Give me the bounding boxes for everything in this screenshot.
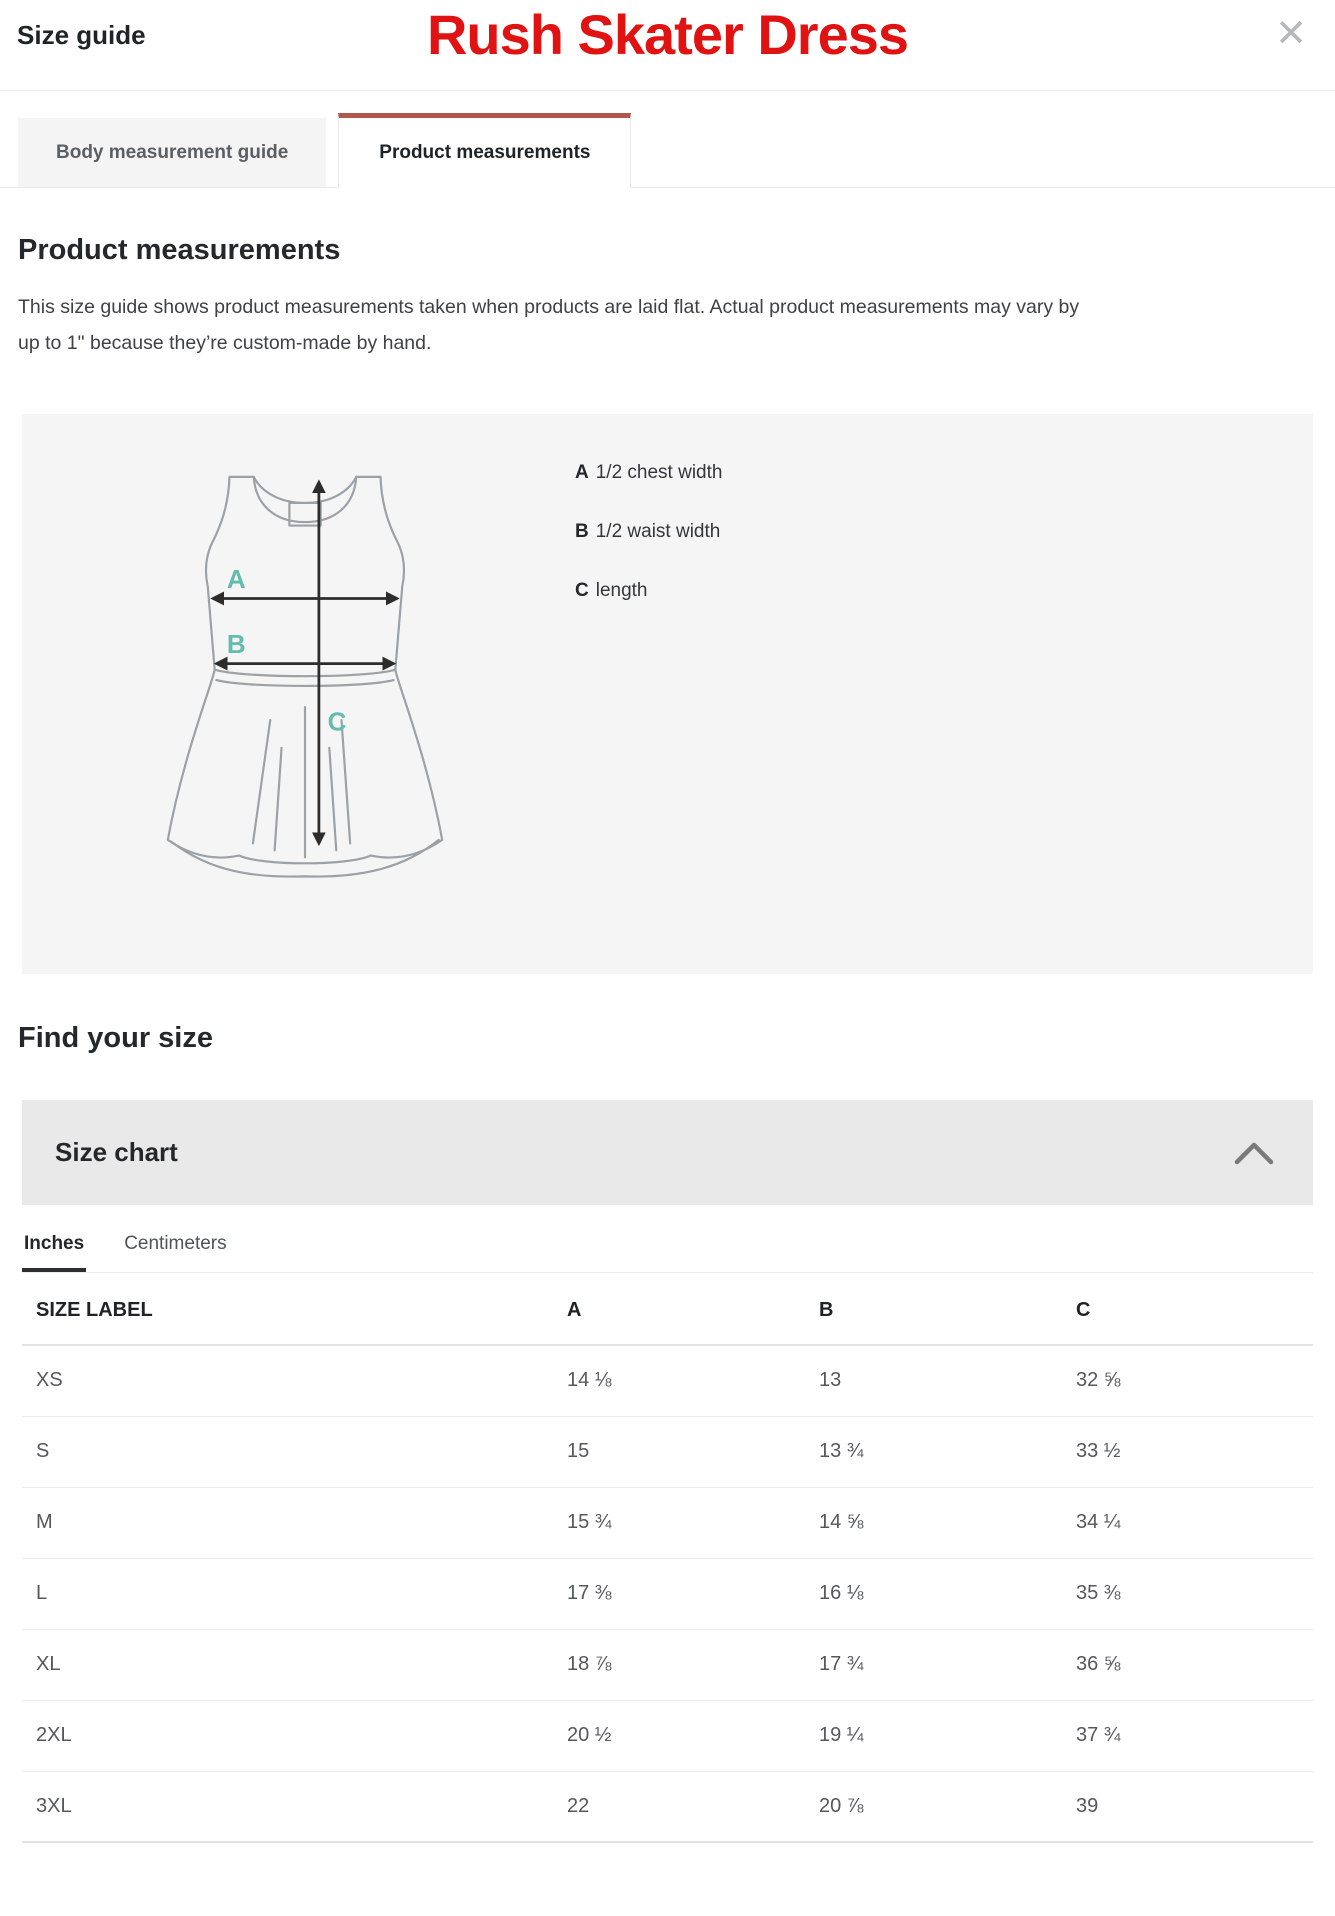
legend-key: B xyxy=(575,521,589,542)
dress-diagram xyxy=(140,440,470,948)
diagram-label-a: A xyxy=(226,564,246,595)
measurement-cell-c: 36 ⅝ xyxy=(1076,1629,1313,1700)
measurement-cell-c: 35 ⅜ xyxy=(1076,1558,1313,1629)
unit-tab-bar xyxy=(22,1205,1313,1273)
size-label-cell: XL xyxy=(22,1629,567,1700)
tab-body-measurement-guide[interactable]: Body measurement guide xyxy=(18,118,326,187)
chevron-up-icon xyxy=(1231,1138,1277,1168)
legend-item-c xyxy=(575,580,722,602)
modal-header xyxy=(0,0,1335,91)
table-row xyxy=(22,1416,1313,1487)
col-header-a: A xyxy=(567,1273,819,1345)
measurement-cell-a: 14 ⅛ xyxy=(567,1345,819,1416)
col-header-size-label: SIZE LABEL xyxy=(22,1273,567,1345)
measurement-cell-c: 34 ¼ xyxy=(1076,1487,1313,1558)
measurement-cell-c: 33 ½ xyxy=(1076,1416,1313,1487)
tab-bar xyxy=(0,113,1335,188)
col-header-b: B xyxy=(819,1273,1076,1345)
measurement-cell-a: 15 ¾ xyxy=(567,1487,819,1558)
table-row xyxy=(22,1558,1313,1629)
diagram-legend xyxy=(575,462,722,639)
table-row xyxy=(22,1700,1313,1771)
measurement-cell-a: 22 xyxy=(567,1771,819,1842)
legend-label: 1/2 chest width xyxy=(595,462,723,483)
tab-product-measurements[interactable]: Product measurements xyxy=(338,113,631,188)
measurement-cell-a: 20 ½ xyxy=(567,1700,819,1771)
measurement-cell-b: 20 ⅞ xyxy=(819,1771,1076,1842)
size-chart-accordion-header[interactable] xyxy=(22,1100,1313,1205)
size-label-cell: L xyxy=(22,1558,567,1629)
size-label-cell: M xyxy=(22,1487,567,1558)
section-description: This size guide shows product measurements taken when products are laid flat. Actual product measurements may vary by up to 1" because they’re custom-made by hand. xyxy=(18,296,1080,354)
size-table-body xyxy=(22,1345,1313,1842)
size-chart-title: Size chart xyxy=(55,1137,178,1167)
modal-title: Size guide xyxy=(17,20,146,50)
measurement-diagram-panel xyxy=(22,414,1313,974)
measurement-cell-a: 15 xyxy=(567,1416,819,1487)
diagram-label-b: B xyxy=(226,629,246,660)
table-row xyxy=(22,1487,1313,1558)
find-your-size-heading: Find your size xyxy=(18,1022,213,1054)
legend-item-a xyxy=(575,462,722,484)
size-label-cell: 2XL xyxy=(22,1700,567,1771)
measurement-cell-b: 14 ⅝ xyxy=(819,1487,1076,1558)
legend-label: length xyxy=(595,580,648,601)
measurement-cell-b: 19 ¼ xyxy=(819,1700,1076,1771)
table-row xyxy=(22,1629,1313,1700)
size-label-cell: XS xyxy=(22,1345,567,1416)
unit-tab-inches[interactable]: Inches xyxy=(22,1233,86,1272)
size-table xyxy=(22,1273,1313,1843)
measurement-cell-c: 39 xyxy=(1076,1771,1313,1842)
table-row xyxy=(22,1345,1313,1416)
legend-item-b xyxy=(575,521,722,543)
measurement-cell-b: 13 ¾ xyxy=(819,1416,1076,1487)
diagram-label-c: C xyxy=(327,706,347,737)
unit-tab-centimeters[interactable]: Centimeters xyxy=(122,1233,228,1272)
col-header-c: C xyxy=(1076,1273,1313,1345)
size-label-cell: S xyxy=(22,1416,567,1487)
legend-key: C xyxy=(575,580,589,601)
measurement-cell-c: 32 ⅝ xyxy=(1076,1345,1313,1416)
measurement-cell-b: 17 ¾ xyxy=(819,1629,1076,1700)
table-row xyxy=(22,1771,1313,1842)
measurement-cell-c: 37 ¾ xyxy=(1076,1700,1313,1771)
product-title: Rush Skater Dress xyxy=(426,3,908,66)
legend-label: 1/2 waist width xyxy=(595,521,721,542)
measurement-cell-a: 17 ⅜ xyxy=(567,1558,819,1629)
close-icon[interactable]: ✕ xyxy=(1275,11,1307,55)
section-heading: Product measurements xyxy=(18,234,341,266)
size-label-cell: 3XL xyxy=(22,1771,567,1842)
measurement-cell-a: 18 ⅞ xyxy=(567,1629,819,1700)
measurement-cell-b: 16 ⅛ xyxy=(819,1558,1076,1629)
measurement-cell-b: 13 xyxy=(819,1345,1076,1416)
table-header-row xyxy=(22,1273,1313,1345)
legend-key: A xyxy=(575,462,589,483)
